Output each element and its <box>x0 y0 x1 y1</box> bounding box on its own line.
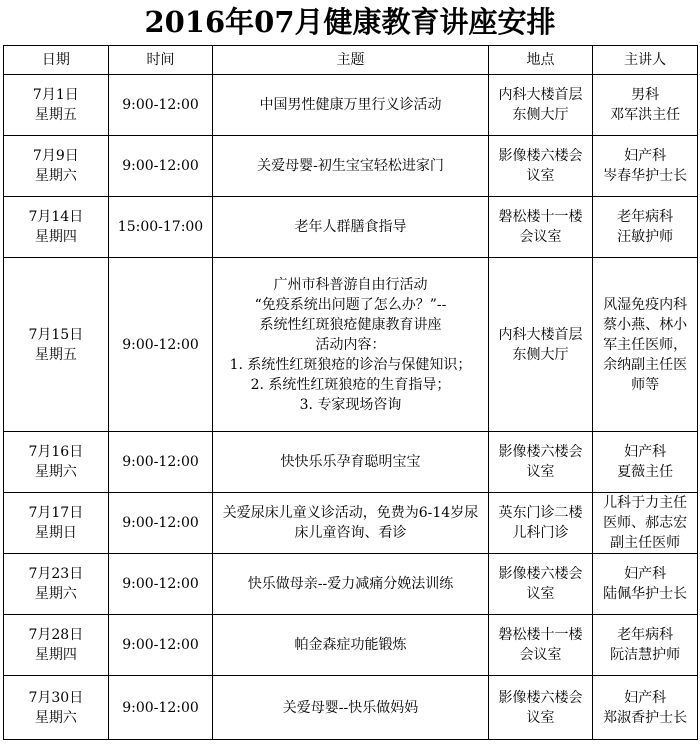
place-cell: 影像楼六楼会议室 <box>488 676 593 740</box>
speaker-cell <box>593 554 698 615</box>
topic-line: 快快乐乐孕育聪明宝宝 <box>280 454 421 470</box>
schedule-table <box>3 45 698 740</box>
topic-cell <box>213 258 488 432</box>
header-time: 时间 <box>108 46 213 75</box>
topic-line: 2. 系统性红斑狼疮的生育指导； <box>250 376 451 393</box>
date-cell <box>4 493 109 554</box>
speaker-cell <box>593 258 698 432</box>
speaker-dept: 妇产科 <box>624 566 667 582</box>
header-speaker: 主讲人 <box>593 46 698 75</box>
topic-cell <box>213 136 488 197</box>
topic-cell <box>213 493 488 554</box>
topic-line: 广州市科普游自由行活动 <box>273 276 428 293</box>
topic-line: 老年人群膳食指导 <box>294 219 407 235</box>
speaker-dept: 儿科于力主任医师、郝志宏副主任医师 <box>603 495 688 551</box>
time-cell: 9:00-12:00 <box>108 258 213 432</box>
time-cell: 9:00-12:00 <box>108 432 213 493</box>
time-cell: 9:00-12:00 <box>108 75 213 136</box>
topic-line: 1. 系统性红斑狼疮的诊治与保健知识； <box>229 356 472 373</box>
speaker-person: 夏薇主任 <box>617 464 674 480</box>
time-cell: 9:00-12:00 <box>108 615 213 676</box>
weekday-text: 星期四 <box>34 647 77 663</box>
speaker-cell <box>593 676 698 740</box>
date-text: 7月23日 <box>28 566 84 582</box>
speaker-person: 蔡小燕、林小军主任医师，余纳副主任医师等 <box>603 316 688 393</box>
topic-line: 关爱尿床儿童义诊活动，免费为6-14岁尿床儿童咨询、看诊 <box>222 505 479 541</box>
speaker-person: 汪敏护师 <box>617 229 674 245</box>
place-cell: 影像楼六楼会议室 <box>488 136 593 197</box>
table-row <box>4 554 698 615</box>
table-row <box>4 493 698 554</box>
place-cell: 英东门诊二楼儿科门诊 <box>488 493 593 554</box>
topic-line: 快乐做母亲--爱力减痛分娩法训练 <box>247 576 454 592</box>
date-text: 7月16日 <box>28 444 84 460</box>
speaker-dept: 老年病科 <box>617 627 674 643</box>
speaker-person: 岑春华护士长 <box>603 168 688 184</box>
topic-cell <box>213 432 488 493</box>
topic-line: 3. 专家现场咨询 <box>299 396 402 413</box>
speaker-dept: 男科 <box>631 87 660 103</box>
time-cell: 9:00-12:00 <box>108 493 213 554</box>
header-topic: 主题 <box>213 46 488 75</box>
table-row <box>4 197 698 258</box>
date-text: 7月30日 <box>28 689 84 706</box>
time-cell: 9:00-12:00 <box>108 136 213 197</box>
speaker-person: 郑淑香护士长 <box>603 709 688 726</box>
time-cell: 9:00-12:00 <box>108 554 213 615</box>
header-row <box>4 46 698 75</box>
date-cell <box>4 258 109 432</box>
date-cell <box>4 432 109 493</box>
weekday-text: 星期日 <box>34 525 77 541</box>
speaker-person: 陆佩华护士长 <box>603 586 688 602</box>
table-row <box>4 615 698 676</box>
speaker-dept: 风湿免疫内科 <box>603 296 688 313</box>
place-cell: 影像楼六楼会议室 <box>488 554 593 615</box>
table-row <box>4 258 698 432</box>
date-cell <box>4 615 109 676</box>
header-date: 日期 <box>4 46 109 75</box>
speaker-cell <box>593 432 698 493</box>
place-cell: 影像楼六楼会议室 <box>488 432 593 493</box>
date-text: 7月1日 <box>32 87 79 103</box>
topic-cell <box>213 197 488 258</box>
topic-line: 活动内容： <box>315 336 386 353</box>
speaker-dept: 妇产科 <box>624 148 667 164</box>
speaker-dept: 老年病科 <box>617 209 674 225</box>
date-cell <box>4 554 109 615</box>
topic-line: “免疫系统出问题了怎么办？”-- <box>254 296 447 313</box>
speaker-dept: 妇产科 <box>624 444 667 460</box>
topic-line: 中国男性健康万里行义诊活动 <box>259 97 442 113</box>
speaker-cell <box>593 493 698 554</box>
weekday-text: 星期五 <box>34 107 77 123</box>
date-cell <box>4 197 109 258</box>
date-text: 7月28日 <box>28 627 84 643</box>
place-cell: 磐松楼十一楼会议室 <box>488 615 593 676</box>
topic-cell <box>213 75 488 136</box>
topic-line: 系统性红斑狼疮健康教育讲座 <box>259 316 442 333</box>
table-row <box>4 136 698 197</box>
date-text: 7月17日 <box>28 505 84 521</box>
page-title: 2016年07月健康教育讲座安排 <box>144 5 556 39</box>
time-cell: 9:00-12:00 <box>108 676 213 740</box>
speaker-cell <box>593 615 698 676</box>
table-row <box>4 75 698 136</box>
weekday-text: 星期五 <box>34 346 77 363</box>
table-row <box>4 676 698 740</box>
weekday-text: 星期六 <box>34 709 77 726</box>
place-cell: 内科大楼首层东侧大厅 <box>488 75 593 136</box>
weekday-text: 星期六 <box>34 168 77 184</box>
weekday-text: 星期六 <box>34 464 77 480</box>
speaker-person: 阮洁慧护师 <box>610 647 681 663</box>
date-cell <box>4 676 109 740</box>
topic-line: 关爱母婴-初生宝宝轻松进家门 <box>257 158 444 174</box>
speaker-dept: 妇产科 <box>624 689 667 706</box>
topic-cell <box>213 615 488 676</box>
speaker-cell <box>593 136 698 197</box>
topic-line: 关爱母婴--快乐做妈妈 <box>282 699 419 716</box>
speaker-cell <box>593 197 698 258</box>
place-cell: 内科大楼首层东侧大厅 <box>488 258 593 432</box>
date-text: 7月9日 <box>32 148 79 164</box>
weekday-text: 星期四 <box>34 229 77 245</box>
place-cell: 磐松楼十一楼会议室 <box>488 197 593 258</box>
date-text: 7月15日 <box>28 326 84 343</box>
speaker-person: 邓军洪主任 <box>610 107 681 123</box>
time-cell: 15:00-17:00 <box>108 197 213 258</box>
speaker-cell <box>593 75 698 136</box>
date-cell <box>4 75 109 136</box>
topic-line: 帕金森症功能锻炼 <box>294 637 407 653</box>
weekday-text: 星期六 <box>34 586 77 602</box>
header-place: 地点 <box>488 46 593 75</box>
date-text: 7月14日 <box>28 209 84 225</box>
topic-cell <box>213 554 488 615</box>
date-cell <box>4 136 109 197</box>
table-row <box>4 432 698 493</box>
topic-cell <box>213 676 488 740</box>
